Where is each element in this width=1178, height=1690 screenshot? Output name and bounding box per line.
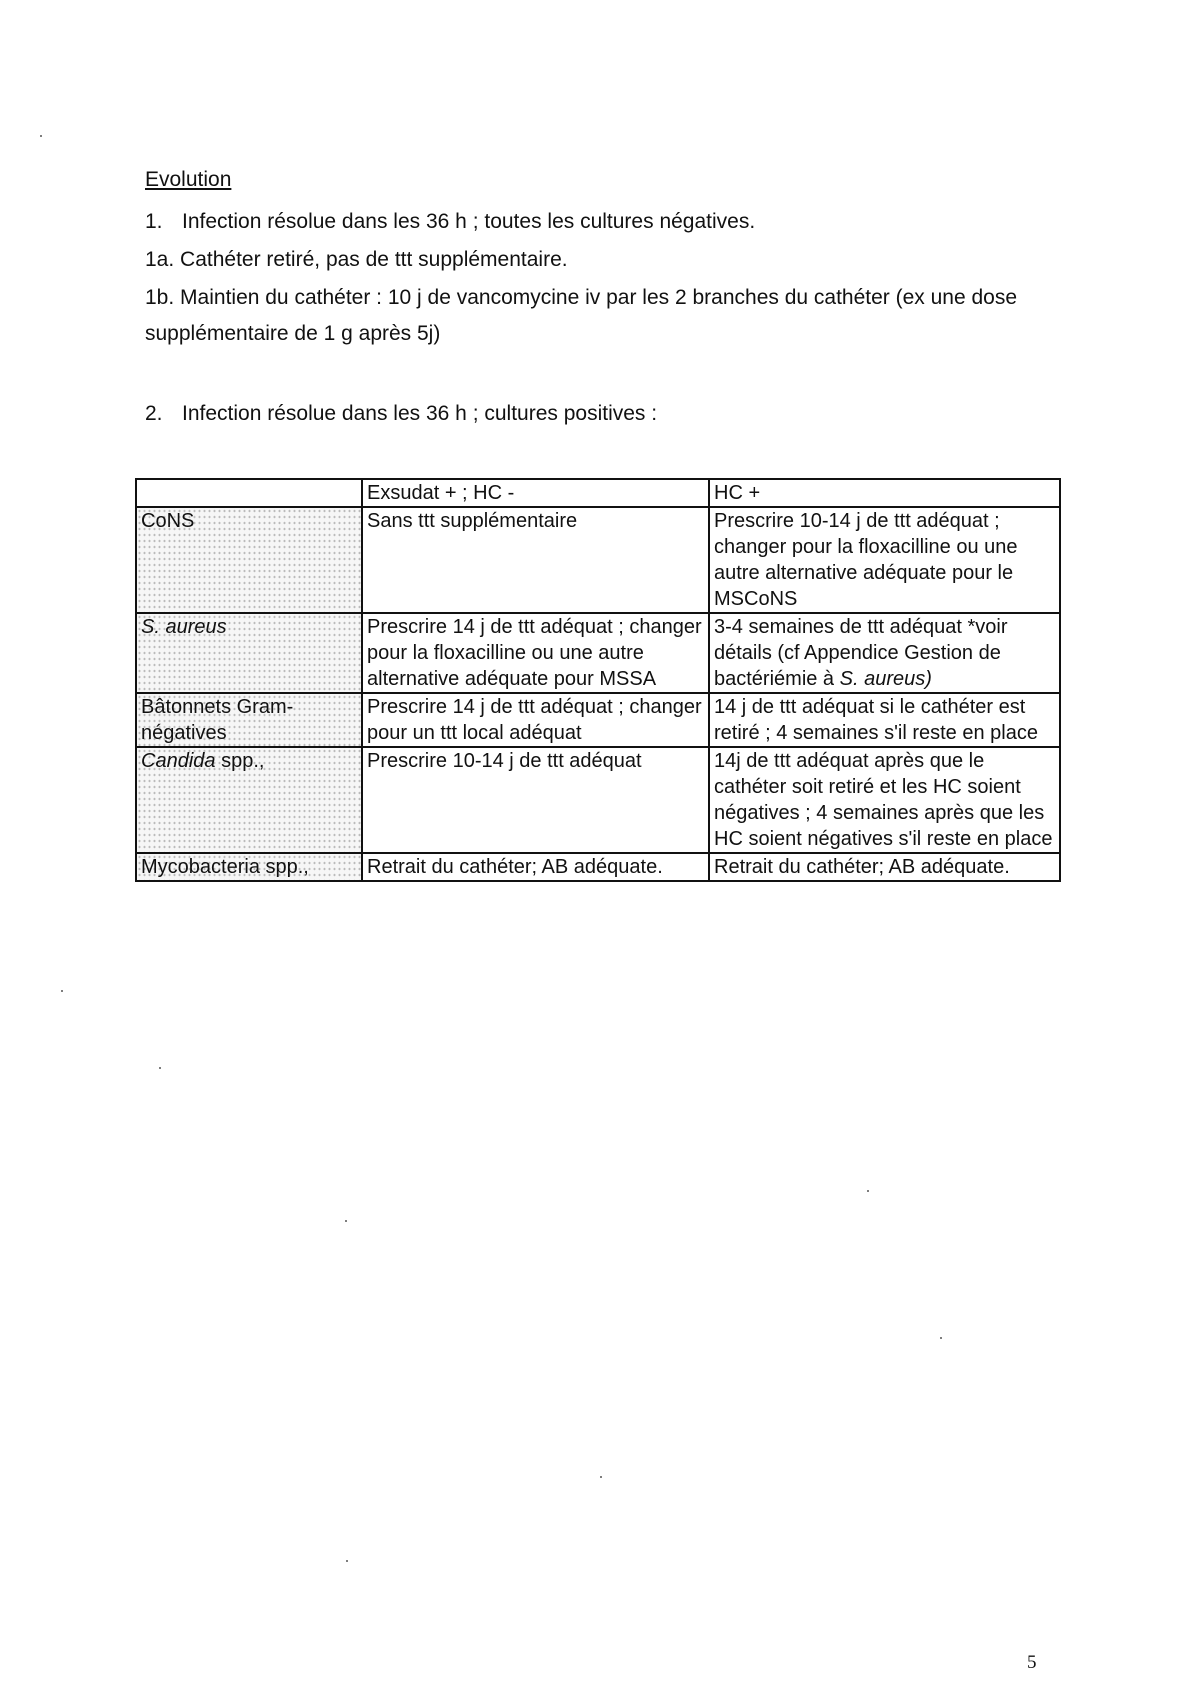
row-label-candida	[136, 747, 362, 853]
list-number: 1.	[145, 210, 163, 233]
list-item-2	[145, 396, 1035, 432]
table-cell	[709, 613, 1060, 693]
row-label-gram-negatives: Bâtonnets Gram-négatives	[136, 693, 362, 747]
table-header-exsudat: Exsudat + ; HC -	[362, 479, 709, 507]
row-label-mycobacteria: Mycobacteria spp.,	[136, 853, 362, 881]
table-cell: Retrait du cathéter; AB adéquate.	[709, 853, 1060, 881]
page-number: 5	[1027, 1652, 1037, 1673]
row-label-s-aureus: S. aureus	[136, 613, 362, 693]
list-item-1	[145, 204, 1035, 240]
list-number: 1a.	[145, 248, 175, 271]
table-header-row	[136, 479, 1060, 507]
row-label-cons: CoNS	[136, 507, 362, 613]
list-text: Infection résolue dans les 36 h ; cultures positives :	[182, 402, 658, 425]
table-row	[136, 507, 1060, 613]
cell-text: 3-4 semaines de ttt adéquat *voir détails (cf Appendice Gestion de bactériémie à	[714, 616, 1008, 690]
table-row	[136, 747, 1060, 853]
label-rest: spp.,	[215, 750, 265, 772]
table-cell: Prescrire 10-14 j de ttt adéquat ; changer pour la floxacilline ou une autre alternative adéquate pour le MSCoNS	[709, 507, 1060, 613]
list-number: 1b.	[145, 286, 175, 309]
scan-speck	[346, 1560, 348, 1562]
scan-speck	[40, 135, 42, 137]
table-cell: Prescrire 14 j de ttt adéquat ; changer pour un ttt local adéquat	[362, 693, 709, 747]
table-row	[136, 613, 1060, 693]
list-text: Infection résolue dans les 36 h ; toutes les cultures négatives.	[182, 210, 756, 233]
section-heading: Evolution	[145, 168, 232, 191]
table-header-hc-positive: HC +	[709, 479, 1060, 507]
scan-speck	[600, 1476, 602, 1478]
list-text: Maintien du cathéter : 10 j de vancomycine iv par les 2 branches du cathéter (ex une dose supplémentaire de 1 g après 5j)	[145, 286, 1018, 345]
table-cell: 14j de ttt adéquat après que le cathéter soit retiré et les HC soient négatives ; 4 semaines après que les HC soient négatives s'il reste en place	[709, 747, 1060, 853]
scan-speck	[867, 1190, 869, 1192]
treatment-table	[135, 478, 1061, 882]
table-cell: Prescrire 10-14 j de ttt adéquat	[362, 747, 709, 853]
label-italic: Candida	[141, 750, 216, 772]
table-header-blank	[136, 479, 362, 507]
scan-speck	[159, 1067, 161, 1069]
list-text: Cathéter retiré, pas de ttt supplémentaire.	[180, 248, 568, 271]
table-cell: 14 j de ttt adéquat si le cathéter est retiré ; 4 semaines s'il reste en place	[709, 693, 1060, 747]
cell-text-italic: S. aureus)	[839, 668, 932, 690]
list-number: 2.	[145, 402, 163, 425]
table-row	[136, 693, 1060, 747]
table-cell: Retrait du cathéter; AB adéquate.	[362, 853, 709, 881]
scan-speck	[61, 990, 63, 992]
scan-speck	[345, 1220, 347, 1222]
table-cell: Prescrire 14 j de ttt adéquat ; changer pour la floxacilline ou une autre alternative adéquate pour MSSA	[362, 613, 709, 693]
table-row	[136, 853, 1060, 881]
scan-speck	[940, 1337, 942, 1339]
table-cell: Sans ttt supplémentaire	[362, 507, 709, 613]
list-item-1b	[145, 280, 1035, 352]
list-item-1a	[145, 242, 1035, 278]
